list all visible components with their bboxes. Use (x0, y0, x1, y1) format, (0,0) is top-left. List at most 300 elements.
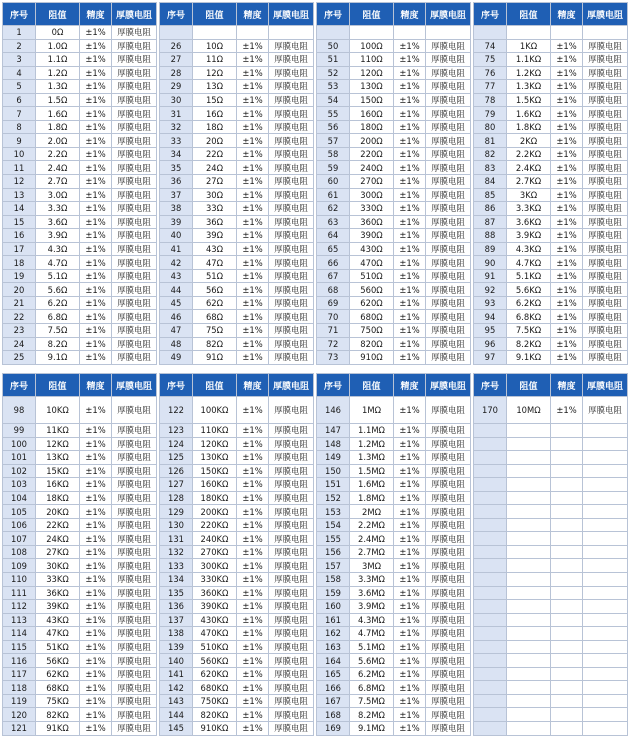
cell-serial-no: 170 (474, 397, 507, 424)
cell-resistance: 680KΩ (193, 681, 237, 695)
cell-resistance: 220KΩ (193, 518, 237, 532)
cell-tolerance: ±1% (80, 654, 112, 668)
cell-serial-no: 121 (3, 722, 36, 736)
cell-resistance (507, 559, 551, 573)
cell-tolerance: ±1% (394, 229, 426, 243)
cell-tolerance: ±1% (80, 120, 112, 134)
cell-type: 厚膜电阻 (112, 324, 157, 338)
cell-serial-no: 131 (160, 532, 193, 546)
cell-type: 厚膜电阻 (426, 80, 471, 94)
cell-resistance: 330KΩ (193, 573, 237, 587)
cell-type (583, 640, 628, 654)
cell-resistance: 20Ω (193, 134, 237, 148)
cell-serial-no: 104 (3, 491, 36, 505)
cell-type: 厚膜电阻 (269, 451, 314, 465)
header-tolerance: 精度 (551, 3, 583, 26)
cell-resistance: 82Ω (193, 337, 237, 351)
table-row (3, 161, 628, 175)
cell-type: 厚膜电阻 (426, 573, 471, 587)
cell-serial-no: 36 (160, 175, 193, 189)
cell-type (583, 573, 628, 587)
cell-type: 厚膜电阻 (583, 397, 628, 424)
cell-type: 厚膜电阻 (269, 337, 314, 351)
cell-tolerance: ±1% (394, 93, 426, 107)
cell-serial-no: 54 (317, 93, 350, 107)
cell-type: 厚膜电阻 (583, 310, 628, 324)
cell-type: 厚膜电阻 (112, 654, 157, 668)
cell-tolerance: ±1% (551, 269, 583, 283)
cell-resistance: 390KΩ (193, 600, 237, 614)
header-tolerance: 精度 (80, 374, 112, 397)
cell-resistance: 8.2Ω (36, 337, 80, 351)
cell-tolerance: ±1% (80, 26, 112, 40)
cell-type: 厚膜电阻 (426, 397, 471, 424)
cell-resistance: 16KΩ (36, 478, 80, 492)
cell-type: 厚膜电阻 (269, 310, 314, 324)
table-row (3, 694, 628, 708)
cell-serial-no: 110 (3, 573, 36, 587)
cell-type (583, 518, 628, 532)
cell-type: 厚膜电阻 (269, 80, 314, 94)
cell-tolerance: ±1% (80, 53, 112, 67)
cell-resistance: 12KΩ (36, 437, 80, 451)
cell-resistance: 1.5Ω (36, 93, 80, 107)
cell-resistance: 62Ω (193, 296, 237, 310)
cell-tolerance: ±1% (394, 437, 426, 451)
cell-resistance: 3.9MΩ (350, 600, 394, 614)
cell-type: 厚膜电阻 (426, 351, 471, 365)
table-row (3, 640, 628, 654)
cell-tolerance (551, 681, 583, 695)
cell-serial-no: 111 (3, 586, 36, 600)
cell-serial-no: 167 (317, 694, 350, 708)
cell-resistance: 5.1Ω (36, 269, 80, 283)
cell-resistance: 560KΩ (193, 654, 237, 668)
cell-serial-no: 44 (160, 283, 193, 297)
cell-type (583, 478, 628, 492)
cell-type: 厚膜电阻 (112, 708, 157, 722)
header-type: 厚膜电阻 (269, 374, 314, 397)
table-row (3, 681, 628, 695)
cell-tolerance: ±1% (394, 337, 426, 351)
cell-resistance: 15Ω (193, 93, 237, 107)
cell-resistance: 7.5MΩ (350, 694, 394, 708)
cell-resistance: 220Ω (350, 147, 394, 161)
cell-type: 厚膜电阻 (583, 202, 628, 216)
table-row (3, 586, 628, 600)
cell-type: 厚膜电阻 (426, 613, 471, 627)
cell-serial-no: 81 (474, 134, 507, 148)
cell-type: 厚膜电阻 (426, 283, 471, 297)
cell-serial-no: 59 (317, 161, 350, 175)
cell-resistance: 62KΩ (36, 667, 80, 681)
cell-resistance: 150Ω (350, 93, 394, 107)
cell-resistance: 130Ω (350, 80, 394, 94)
cell-tolerance (551, 600, 583, 614)
cell-resistance: 6.8MΩ (350, 681, 394, 695)
cell-type (269, 26, 314, 40)
cell-type: 厚膜电阻 (112, 242, 157, 256)
cell-type: 厚膜电阻 (426, 66, 471, 80)
cell-type: 厚膜电阻 (426, 324, 471, 338)
cell-resistance: 43KΩ (36, 613, 80, 627)
cell-tolerance (551, 478, 583, 492)
cell-tolerance: ±1% (80, 66, 112, 80)
cell-serial-no: 127 (160, 478, 193, 492)
cell-type: 厚膜电阻 (269, 120, 314, 134)
cell-serial-no: 119 (3, 694, 36, 708)
cell-tolerance: ±1% (80, 337, 112, 351)
cell-serial-no: 108 (3, 545, 36, 559)
resistor-table-section-1 (2, 2, 628, 365)
cell-tolerance: ±1% (237, 559, 269, 573)
cell-type: 厚膜电阻 (426, 242, 471, 256)
cell-type: 厚膜电阻 (112, 161, 157, 175)
cell-resistance: 910Ω (350, 351, 394, 365)
cell-tolerance: ±1% (237, 437, 269, 451)
cell-tolerance: ±1% (551, 120, 583, 134)
cell-type: 厚膜电阻 (112, 120, 157, 134)
cell-type: 厚膜电阻 (112, 545, 157, 559)
cell-tolerance: ±1% (80, 256, 112, 270)
cell-type: 厚膜电阻 (269, 600, 314, 614)
cell-type: 厚膜电阻 (583, 93, 628, 107)
cell-tolerance: ±1% (394, 53, 426, 67)
cell-type: 厚膜电阻 (112, 667, 157, 681)
cell-serial-no (474, 681, 507, 695)
cell-tolerance: ±1% (394, 573, 426, 587)
cell-type: 厚膜电阻 (426, 505, 471, 519)
cell-serial-no: 154 (317, 518, 350, 532)
cell-tolerance (551, 559, 583, 573)
cell-resistance: 200KΩ (193, 505, 237, 519)
cell-serial-no (474, 722, 507, 736)
table-row (3, 53, 628, 67)
cell-type: 厚膜电阻 (426, 437, 471, 451)
cell-serial-no: 133 (160, 559, 193, 573)
cell-serial-no: 22 (3, 310, 36, 324)
cell-serial-no: 23 (3, 324, 36, 338)
cell-resistance: 3.6MΩ (350, 586, 394, 600)
cell-serial-no: 113 (3, 613, 36, 627)
cell-resistance (507, 505, 551, 519)
cell-resistance: 1.5MΩ (350, 464, 394, 478)
header-resistance: 阻值 (350, 3, 394, 26)
cell-serial-no (474, 694, 507, 708)
header-type: 厚膜电阻 (269, 3, 314, 26)
table-row (3, 310, 628, 324)
cell-tolerance (551, 708, 583, 722)
cell-tolerance: ±1% (394, 654, 426, 668)
cell-type: 厚膜电阻 (583, 324, 628, 338)
cell-serial-no: 46 (160, 310, 193, 324)
cell-serial-no: 109 (3, 559, 36, 573)
cell-resistance: 130KΩ (193, 451, 237, 465)
cell-type: 厚膜电阻 (112, 107, 157, 121)
cell-serial-no: 85 (474, 188, 507, 202)
cell-resistance: 120KΩ (193, 437, 237, 451)
cell-serial-no: 8 (3, 120, 36, 134)
cell-serial-no: 40 (160, 229, 193, 243)
cell-type: 厚膜电阻 (426, 464, 471, 478)
cell-resistance: 7.5Ω (36, 324, 80, 338)
cell-type: 厚膜电阻 (269, 188, 314, 202)
cell-type: 厚膜电阻 (583, 256, 628, 270)
cell-serial-no (474, 478, 507, 492)
cell-tolerance: ±1% (394, 80, 426, 94)
cell-tolerance: ±1% (237, 66, 269, 80)
cell-resistance: 2.4Ω (36, 161, 80, 175)
cell-tolerance: ±1% (80, 573, 112, 587)
cell-resistance: 5.1KΩ (507, 269, 551, 283)
header-tolerance: 精度 (394, 3, 426, 26)
cell-type (583, 708, 628, 722)
cell-serial-no: 137 (160, 613, 193, 627)
cell-type: 厚膜电阻 (112, 532, 157, 546)
cell-tolerance: ±1% (80, 107, 112, 121)
cell-tolerance: ±1% (80, 640, 112, 654)
cell-tolerance: ±1% (80, 464, 112, 478)
cell-serial-no: 94 (474, 310, 507, 324)
cell-tolerance: ±1% (237, 613, 269, 627)
cell-tolerance: ±1% (237, 694, 269, 708)
cell-type: 厚膜电阻 (112, 559, 157, 573)
cell-tolerance: ±1% (394, 627, 426, 641)
cell-type: 厚膜电阻 (112, 337, 157, 351)
cell-resistance (507, 532, 551, 546)
table-row (3, 269, 628, 283)
cell-serial-no: 135 (160, 586, 193, 600)
cell-resistance: 3.3KΩ (507, 202, 551, 216)
cell-resistance: 3.3Ω (36, 202, 80, 216)
cell-serial-no: 165 (317, 667, 350, 681)
cell-serial-no: 21 (3, 296, 36, 310)
cell-resistance: 6.2Ω (36, 296, 80, 310)
cell-resistance: 110KΩ (193, 424, 237, 438)
header-serial-no: 序号 (474, 3, 507, 26)
table-row (3, 120, 628, 134)
table-row (3, 215, 628, 229)
cell-type: 厚膜电阻 (583, 120, 628, 134)
cell-resistance: 100KΩ (193, 397, 237, 424)
header-resistance: 阻值 (193, 3, 237, 26)
cell-tolerance (551, 722, 583, 736)
cell-serial-no: 11 (3, 161, 36, 175)
cell-serial-no: 51 (317, 53, 350, 67)
cell-serial-no: 72 (317, 337, 350, 351)
cell-type: 厚膜电阻 (269, 66, 314, 80)
cell-serial-no (474, 451, 507, 465)
header-serial-no: 序号 (3, 3, 36, 26)
cell-resistance: 30KΩ (36, 559, 80, 573)
cell-serial-no: 71 (317, 324, 350, 338)
cell-type: 厚膜电阻 (583, 269, 628, 283)
table-row (3, 80, 628, 94)
cell-type: 厚膜电阻 (269, 107, 314, 121)
cell-resistance (507, 464, 551, 478)
cell-type: 厚膜电阻 (112, 202, 157, 216)
cell-resistance: 680Ω (350, 310, 394, 324)
cell-type: 厚膜电阻 (269, 505, 314, 519)
cell-type (583, 532, 628, 546)
cell-serial-no: 76 (474, 66, 507, 80)
cell-serial-no: 89 (474, 242, 507, 256)
cell-tolerance: ±1% (237, 518, 269, 532)
cell-resistance: 1.1MΩ (350, 424, 394, 438)
cell-tolerance: ±1% (551, 310, 583, 324)
cell-serial-no (474, 640, 507, 654)
cell-tolerance (551, 26, 583, 40)
cell-type: 厚膜电阻 (426, 188, 471, 202)
cell-type: 厚膜电阻 (426, 667, 471, 681)
cell-serial-no: 95 (474, 324, 507, 338)
cell-serial-no: 103 (3, 478, 36, 492)
cell-serial-no: 41 (160, 242, 193, 256)
cell-tolerance: ±1% (551, 175, 583, 189)
cell-type: 厚膜电阻 (426, 161, 471, 175)
cell-serial-no: 142 (160, 681, 193, 695)
cell-tolerance: ±1% (237, 175, 269, 189)
cell-type (583, 667, 628, 681)
cell-resistance: 820KΩ (193, 708, 237, 722)
cell-type: 厚膜电阻 (583, 351, 628, 365)
cell-serial-no: 164 (317, 654, 350, 668)
cell-resistance: 2MΩ (350, 505, 394, 519)
cell-type: 厚膜电阻 (112, 53, 157, 67)
cell-type: 厚膜电阻 (426, 256, 471, 270)
cell-tolerance: ±1% (394, 667, 426, 681)
cell-tolerance: ±1% (394, 188, 426, 202)
cell-type: 厚膜电阻 (426, 545, 471, 559)
header-type: 厚膜电阻 (583, 3, 628, 26)
cell-type: 厚膜电阻 (269, 93, 314, 107)
cell-resistance: 2.7MΩ (350, 545, 394, 559)
cell-type: 厚膜电阻 (112, 573, 157, 587)
cell-resistance: 10Ω (193, 39, 237, 53)
cell-type: 厚膜电阻 (269, 283, 314, 297)
cell-tolerance: ±1% (80, 437, 112, 451)
cell-tolerance: ±1% (237, 80, 269, 94)
table-row (3, 397, 628, 424)
cell-type: 厚膜电阻 (112, 722, 157, 736)
cell-type (426, 26, 471, 40)
cell-resistance (193, 26, 237, 40)
cell-resistance: 180Ω (350, 120, 394, 134)
cell-serial-no: 106 (3, 518, 36, 532)
cell-serial-no: 98 (3, 397, 36, 424)
cell-type: 厚膜电阻 (269, 39, 314, 53)
cell-type: 厚膜电阻 (426, 296, 471, 310)
cell-resistance: 6.2KΩ (507, 296, 551, 310)
cell-type (583, 600, 628, 614)
cell-resistance: 1.1Ω (36, 53, 80, 67)
cell-resistance: 33KΩ (36, 573, 80, 587)
cell-serial-no: 160 (317, 600, 350, 614)
cell-resistance: 360Ω (350, 215, 394, 229)
cell-tolerance: ±1% (394, 518, 426, 532)
cell-type: 厚膜电阻 (269, 491, 314, 505)
cell-tolerance: ±1% (237, 147, 269, 161)
cell-type: 厚膜电阻 (112, 505, 157, 519)
cell-serial-no: 2 (3, 39, 36, 53)
cell-resistance: 160KΩ (193, 478, 237, 492)
cell-type (583, 722, 628, 736)
cell-serial-no: 34 (160, 147, 193, 161)
cell-resistance: 2.4MΩ (350, 532, 394, 546)
cell-tolerance (551, 451, 583, 465)
cell-resistance: 10KΩ (36, 397, 80, 424)
cell-tolerance: ±1% (237, 451, 269, 465)
cell-serial-no: 148 (317, 437, 350, 451)
header-serial-no: 序号 (3, 374, 36, 397)
cell-serial-no (160, 26, 193, 40)
cell-serial-no: 50 (317, 39, 350, 53)
cell-type: 厚膜电阻 (112, 451, 157, 465)
cell-resistance: 4.7Ω (36, 256, 80, 270)
cell-type: 厚膜电阻 (112, 93, 157, 107)
table-row (3, 296, 628, 310)
cell-type: 厚膜电阻 (112, 39, 157, 53)
cell-resistance: 5.6KΩ (507, 283, 551, 297)
cell-tolerance: ±1% (237, 202, 269, 216)
cell-type: 厚膜电阻 (426, 627, 471, 641)
cell-tolerance: ±1% (394, 175, 426, 189)
cell-type: 厚膜电阻 (269, 215, 314, 229)
cell-type (583, 545, 628, 559)
cell-resistance: 200Ω (350, 134, 394, 148)
cell-resistance: 56Ω (193, 283, 237, 297)
cell-tolerance: ±1% (551, 215, 583, 229)
cell-tolerance: ±1% (237, 532, 269, 546)
cell-tolerance (551, 667, 583, 681)
cell-serial-no: 73 (317, 351, 350, 365)
cell-tolerance: ±1% (80, 627, 112, 641)
table-row (3, 66, 628, 80)
cell-tolerance: ±1% (80, 283, 112, 297)
cell-type: 厚膜电阻 (426, 478, 471, 492)
cell-tolerance (551, 518, 583, 532)
cell-tolerance: ±1% (394, 451, 426, 465)
cell-type: 厚膜电阻 (269, 613, 314, 627)
cell-resistance: 820Ω (350, 337, 394, 351)
cell-serial-no (474, 518, 507, 532)
cell-resistance: 75KΩ (36, 694, 80, 708)
cell-resistance: 47Ω (193, 256, 237, 270)
cell-resistance: 160Ω (350, 107, 394, 121)
cell-tolerance: ±1% (80, 296, 112, 310)
cell-type: 厚膜电阻 (269, 478, 314, 492)
table-row (3, 188, 628, 202)
cell-tolerance: ±1% (551, 80, 583, 94)
cell-serial-no: 122 (160, 397, 193, 424)
cell-tolerance: ±1% (394, 424, 426, 438)
cell-tolerance (551, 627, 583, 641)
cell-resistance: 1.3KΩ (507, 80, 551, 94)
table-row (3, 107, 628, 121)
cell-tolerance: ±1% (394, 147, 426, 161)
cell-type: 厚膜电阻 (426, 134, 471, 148)
cell-tolerance: ±1% (237, 627, 269, 641)
cell-type: 厚膜电阻 (426, 640, 471, 654)
cell-type: 厚膜电阻 (269, 269, 314, 283)
cell-type: 厚膜电阻 (269, 424, 314, 438)
cell-type: 厚膜电阻 (269, 53, 314, 67)
cell-tolerance: ±1% (237, 296, 269, 310)
cell-tolerance: ±1% (237, 505, 269, 519)
cell-tolerance: ±1% (394, 640, 426, 654)
header-serial-no: 序号 (317, 374, 350, 397)
cell-tolerance: ±1% (80, 242, 112, 256)
